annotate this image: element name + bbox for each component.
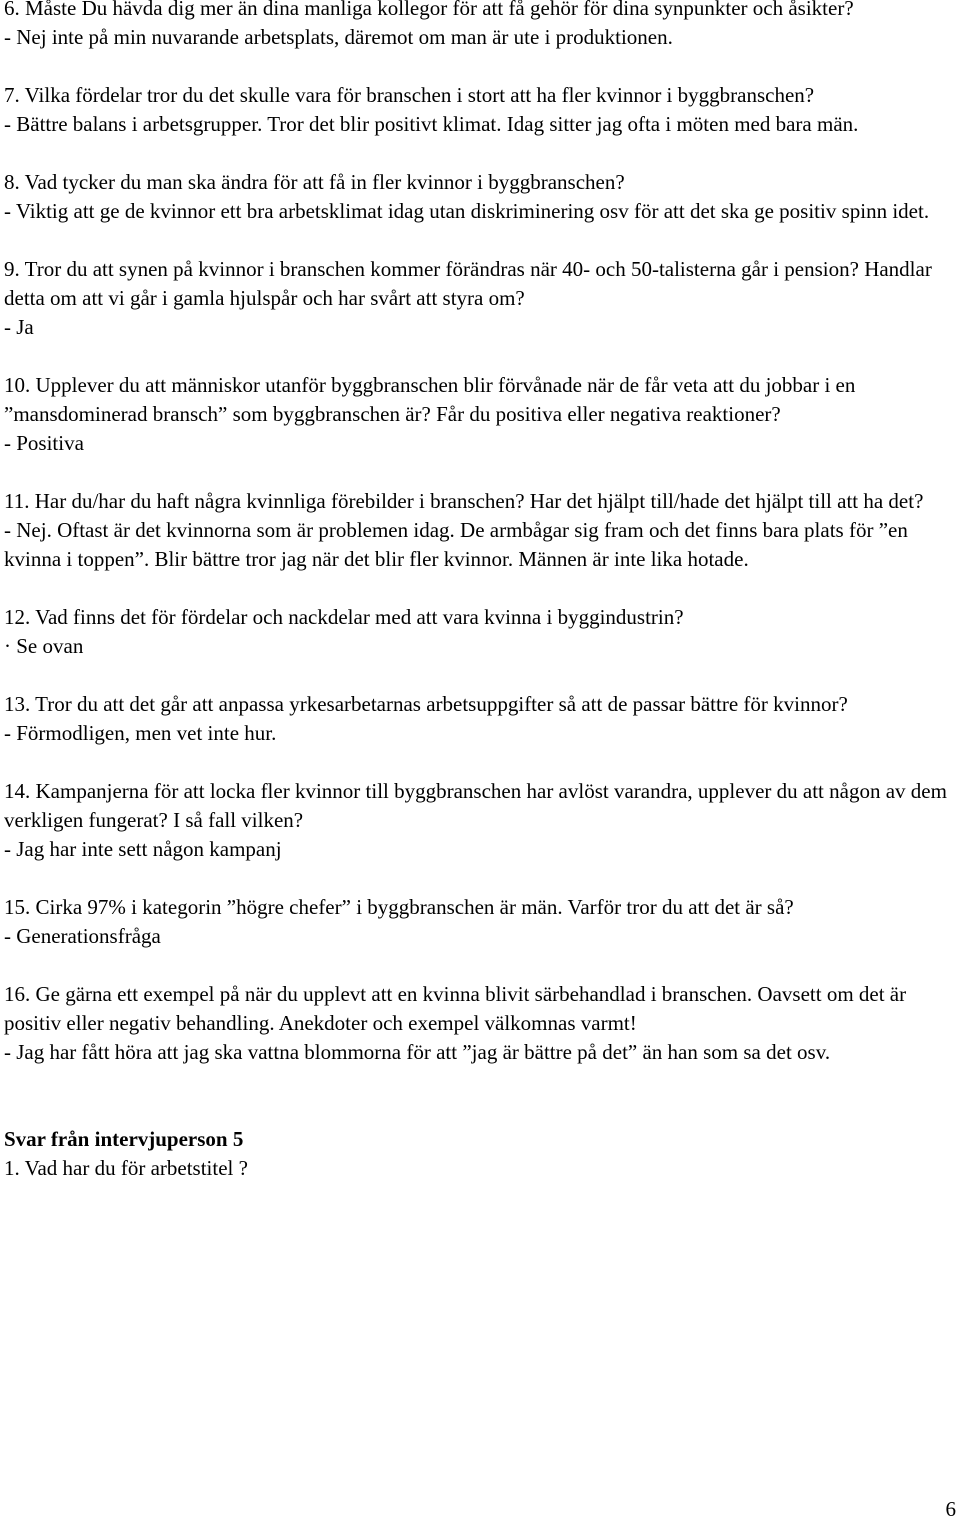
question-text: 15. Cirka 97% i kategorin ”högre chefer” i byggbranschen är män. Varför tror du att det är så? <box>4 895 794 919</box>
answer-text: - Nej inte på min nuvarande arbetsplats, däremot om man är ute i produktionen. <box>4 25 673 49</box>
qa-item-6 <box>4 0 956 52</box>
qa-item-13 <box>4 690 956 748</box>
answer-text: - Förmodligen, men vet inte hur. <box>4 721 277 745</box>
question-text: 16. Ge gärna ett exempel på när du upplevt att en kvinna blivit särbehandlad i branschen. Oavsett om det är positiv eller negativ behandling. Anekdoter och exempel välkomnas varmt! <box>4 982 907 1035</box>
answer-text: · Se ovan <box>4 634 84 658</box>
question-text: 10. Upplever du att människor utanför byggbranschen blir förvånade när de får veta att du jobbar i en ”mansdominerad bransch” som byggbranschen är? Får du positiva eller negativa reaktioner? <box>4 373 856 426</box>
question-text: 7. Vilka fördelar tror du det skulle vara för branschen i stort att ha fler kvinnor i byggbranschen? <box>4 83 815 107</box>
answer-text: - Ja <box>4 315 34 339</box>
qa-item-12 <box>4 603 956 661</box>
question-text: 12. Vad finns det för fördelar och nackdelar med att vara kvinna i byggindustrin? <box>4 605 684 629</box>
question-text: 14. Kampanjerna för att locka fler kvinnor till byggbranschen har avlöst varandra, upplever du att någon av dem verkligen fungerat? I så fall vilken? <box>4 779 947 832</box>
qa-item-7 <box>4 81 956 139</box>
page-number: 6 <box>945 1497 956 1521</box>
answer-text: - Positiva <box>4 431 84 455</box>
question-text: 9. Tror du att synen på kvinnor i branschen kommer förändras när 40- och 50-talisterna går i pension? Handlar detta om att vi går i gamla hjulspår och har svårt att styra om? <box>4 257 932 310</box>
qa-item-16 <box>4 980 956 1067</box>
question-text: 13. Tror du att det går att anpassa yrkesarbetarnas arbetsuppgifter så att de passar bättre för kvinnor? <box>4 692 848 716</box>
qa-item-15 <box>4 893 956 951</box>
interviewee-section <box>4 1125 956 1183</box>
qa-item-9 <box>4 255 956 342</box>
section-heading: Svar från intervjuperson 5 <box>4 1127 244 1151</box>
answer-text: - Viktig att ge de kvinnor ett bra arbetsklimat idag utan diskriminering osv för att det ska ge positiv spinn idet. <box>4 199 930 223</box>
question-text: 11. Har du/har du haft några kvinnliga förebilder i branschen? Har det hjälpt till/hade det hjälpt till att ha det? <box>4 489 924 513</box>
qa-item-14 <box>4 777 956 864</box>
question-text: 8. Vad tycker du man ska ändra för att få in fler kvinnor i byggbranschen? <box>4 170 625 194</box>
answer-text: - Jag har fått höra att jag ska vattna blommorna för att ”jag är bättre på det” än han som sa det osv. <box>4 1040 831 1064</box>
qa-item-10 <box>4 371 956 458</box>
answer-text: - Jag har inte sett någon kampanj <box>4 837 282 861</box>
question-text: 1. Vad har du för arbetstitel ? <box>4 1156 248 1180</box>
question-text: 6. Måste Du hävda dig mer än dina manliga kollegor för att få gehör för dina synpunkter och åsikter? <box>4 0 854 20</box>
qa-item-11 <box>4 487 956 574</box>
answer-text: - Nej. Oftast är det kvinnorna som är problemen idag. De armbågar sig fram och det finns bara plats för ”en kvinna i toppen”. Blir bättre tror jag när det blir fler kvinnor. Männen är inte lika hotade. <box>4 518 908 571</box>
answer-text: - Bättre balans i arbetsgrupper. Tror det blir positivt klimat. Idag sitter jag ofta i möten med bara män. <box>4 112 859 136</box>
qa-item-8 <box>4 168 956 226</box>
document-body <box>4 0 956 1183</box>
answer-text: - Generationsfråga <box>4 924 161 948</box>
